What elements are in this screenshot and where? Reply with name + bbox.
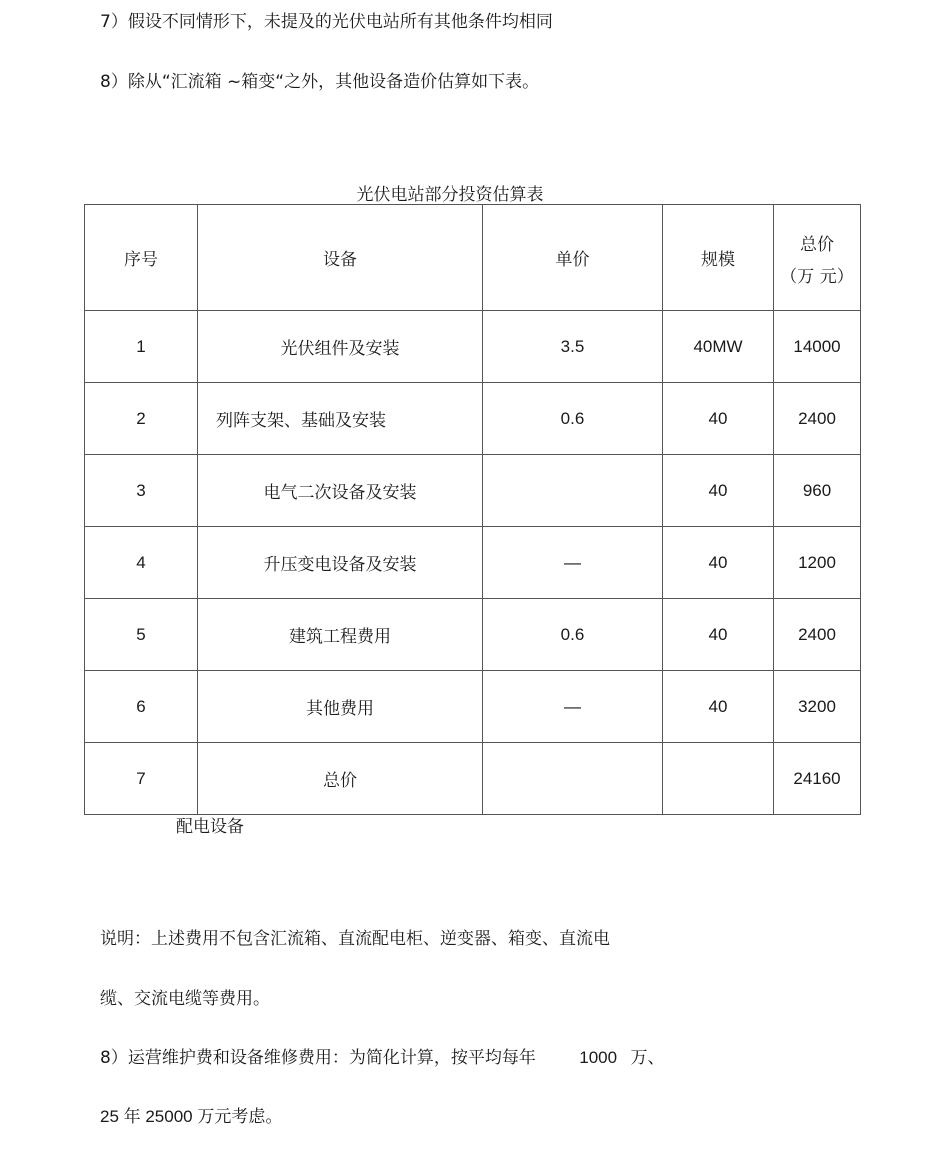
cell-item: 列阵支架、基础及安装 bbox=[198, 383, 483, 455]
cell-no: 5 bbox=[85, 599, 198, 671]
cell-unit-price bbox=[483, 455, 663, 527]
cell-item: 升压变电设备及安装 bbox=[198, 527, 483, 599]
table-row bbox=[85, 743, 861, 815]
cell-total: 960 bbox=[774, 455, 861, 527]
cell-no: 3 bbox=[85, 455, 198, 527]
explanation-line-1: 说明：上述费用不包含汇流箱、直流配电柜、逆变器、箱变、直流电 bbox=[100, 929, 610, 949]
cell-item: 总价 bbox=[198, 743, 483, 815]
explanation-line-3-suffix: 万、 bbox=[630, 1048, 665, 1068]
cell-unit-price: — bbox=[483, 527, 663, 599]
header-scale: 规模 bbox=[663, 205, 774, 311]
cell-unit-price bbox=[483, 743, 663, 815]
cell-item: 建筑工程费用 bbox=[198, 599, 483, 671]
table-row bbox=[85, 311, 861, 383]
table-header-row bbox=[85, 205, 861, 311]
table-footnote: 配电设备 bbox=[176, 817, 244, 837]
cell-scale: 40 bbox=[663, 671, 774, 743]
cell-no: 6 bbox=[85, 671, 198, 743]
cell-no: 1 bbox=[85, 311, 198, 383]
cell-unit-price: 3.5 bbox=[483, 311, 663, 383]
table-row bbox=[85, 671, 861, 743]
cell-scale: 40 bbox=[663, 527, 774, 599]
table-title: 光伏电站部分投资估算表 bbox=[356, 185, 544, 205]
cell-scale: 40MW bbox=[663, 311, 774, 383]
explanation-line-2: 缆、交流电缆等费用。 bbox=[100, 989, 270, 1009]
cell-no: 7 bbox=[85, 743, 198, 815]
cell-total: 1200 bbox=[774, 527, 861, 599]
cell-no: 2 bbox=[85, 383, 198, 455]
cell-unit-price: 0.6 bbox=[483, 599, 663, 671]
cell-item: 其他费用 bbox=[198, 671, 483, 743]
cell-unit-price: — bbox=[483, 671, 663, 743]
cell-scale: 40 bbox=[663, 599, 774, 671]
explanation-line-3-value: 1000 bbox=[579, 1048, 618, 1067]
table-row bbox=[85, 527, 861, 599]
explanation-line-4: 25 年 25000 万元考虑。 bbox=[100, 1107, 283, 1126]
cell-total: 2400 bbox=[774, 599, 861, 671]
explanation-line-3 bbox=[100, 1043, 664, 1068]
cell-scale bbox=[663, 743, 774, 815]
cell-scale: 40 bbox=[663, 383, 774, 455]
explanation-line-3-prefix: 8）运营维护费和设备维修费用：为简化计算，按平均每年 bbox=[100, 1048, 536, 1068]
header-total: 总价 （万 元） bbox=[774, 205, 861, 311]
cell-total: 2400 bbox=[774, 383, 861, 455]
header-no: 序号 bbox=[85, 205, 198, 311]
cell-no: 4 bbox=[85, 527, 198, 599]
cell-scale: 40 bbox=[663, 455, 774, 527]
cell-item: 光伏组件及安装 bbox=[198, 311, 483, 383]
table-row bbox=[85, 599, 861, 671]
cell-total: 14000 bbox=[774, 311, 861, 383]
cell-total: 3200 bbox=[774, 671, 861, 743]
header-unit-price: 单价 bbox=[483, 205, 663, 311]
intro-item-8: 8）除从“汇流箱 ~箱变“之外，其他设备造价估算如下表。 bbox=[100, 72, 540, 92]
table-row bbox=[85, 455, 861, 527]
table-row bbox=[85, 383, 861, 455]
header-item: 设备 bbox=[198, 205, 483, 311]
cell-total: 24160 bbox=[774, 743, 861, 815]
investment-table bbox=[84, 204, 861, 815]
cell-item: 电气二次设备及安装 bbox=[198, 455, 483, 527]
intro-item-7: 7）假设不同情形下，未提及的光伏电站所有其他条件均相同 bbox=[100, 12, 553, 32]
cell-unit-price: 0.6 bbox=[483, 383, 663, 455]
